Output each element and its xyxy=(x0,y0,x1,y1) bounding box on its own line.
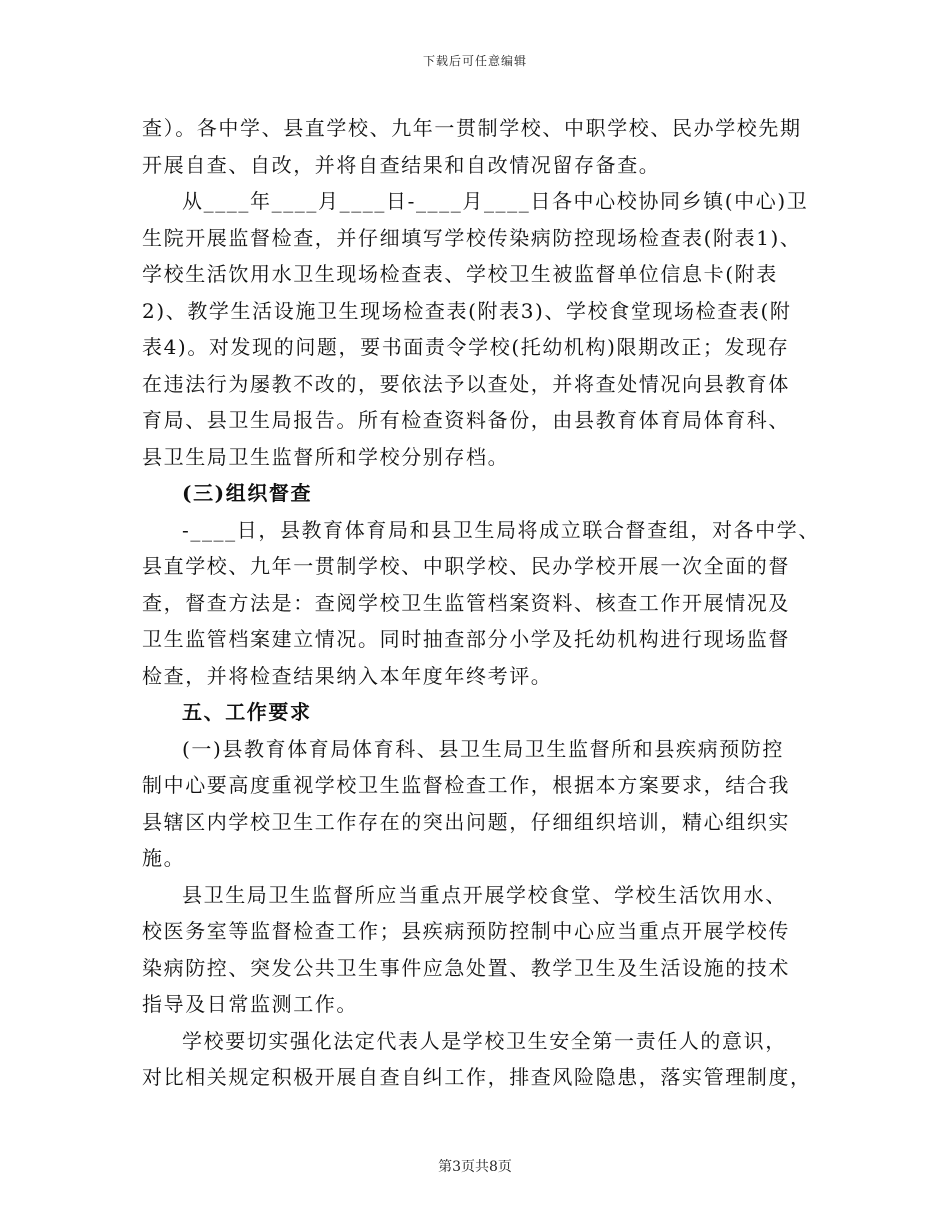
text-line: 表4)。对发现的问题，要书面责令学校(托幼机构)限期改正；发现存 xyxy=(142,335,790,359)
text-line: -____日，县教育体育局和县卫生局将成立联合督查组，对各中学、 xyxy=(182,517,820,542)
text-line: 校医务室等监督检查工作；县疾病预防控制中心应当重点开展学校传 xyxy=(142,919,790,943)
text-line: 在违法行为屡教不改的，要依法予以查处，并将查处情况向县教育体 xyxy=(142,371,790,396)
text-line: 生院开展监督检查，并仔细填写学校传染病防控现场检查表(附表1)、 xyxy=(142,225,802,250)
text-line: 染病防控、突发公共卫生事件应急处置、教学卫生及生活设施的技术 xyxy=(142,955,790,980)
text-line: 卫生监管档案建立情况。同时抽查部分小学及托幼机构进行现场监督 xyxy=(142,627,790,651)
text-line: (一)县教育体育局体育科、县卫生局卫生监督所和县疾病预防控 xyxy=(182,736,785,761)
text-line: 学校要切实强化法定代表人是学校卫生安全第一责任人的意识， xyxy=(182,1028,787,1053)
page-header: 下载后可任意编辑 xyxy=(422,54,527,68)
text-line: 县卫生局卫生监督所应当重点开展学校食堂、学校生活饮用水、 xyxy=(182,882,787,907)
text-line: 育局、县卫生局报告。所有检查资料备份，由县教育体育局体育科、 xyxy=(142,408,790,432)
text-line: 2)、教学生活设施卫生现场检查表(附表3)、学校食堂现场检查表(附 xyxy=(142,298,792,323)
text-line: 制中心要高度重视学校卫生监督检查工作，根据本方案要求，结合我 xyxy=(142,773,790,797)
text-line: 指导及日常监测工作。 xyxy=(142,992,358,1016)
text-line: 开展自查、自改，并将自查结果和自改情况留存备查。 xyxy=(142,152,661,177)
text-line: 查，督查方法是：查阅学校卫生监管档案资料、核查工作开展情况及 xyxy=(142,590,790,615)
text-line: 县直学校、九年一贯制学校、中职学校、民办学校开展一次全面的督 xyxy=(142,554,790,578)
section-heading: (三)组织督查 xyxy=(182,481,313,505)
text-line: 县辖区内学校卫生工作存在的突出问题，仔细组织培训，精心组织实 xyxy=(142,809,790,834)
text-line: 县卫生局卫生监督所和学校分别存档。 xyxy=(142,444,510,469)
text-line: 施。 xyxy=(142,846,186,870)
text-line: 从____年____月____日-____月____日各中心校协同乡镇(中心)卫 xyxy=(182,189,809,213)
page-number: 第3页共8页 xyxy=(438,1159,512,1175)
section-heading: 五、工作要求 xyxy=(182,700,312,724)
text-line: 检查，并将检查结果纳入本年度年终考评。 xyxy=(142,663,553,688)
text-line: 学校生活饮用水卫生现场检查表、学校卫生被监督单位信息卡(附表 xyxy=(142,262,778,286)
text-line: 查）。各中学、县直学校、九年一贯制学校、中职学校、民办学校先期 xyxy=(142,116,802,140)
text-line: 对比相关规定积极开展自查自纠工作，排查风险隐患，落实管理制度， xyxy=(142,1065,812,1089)
document-body xyxy=(142,110,822,1096)
